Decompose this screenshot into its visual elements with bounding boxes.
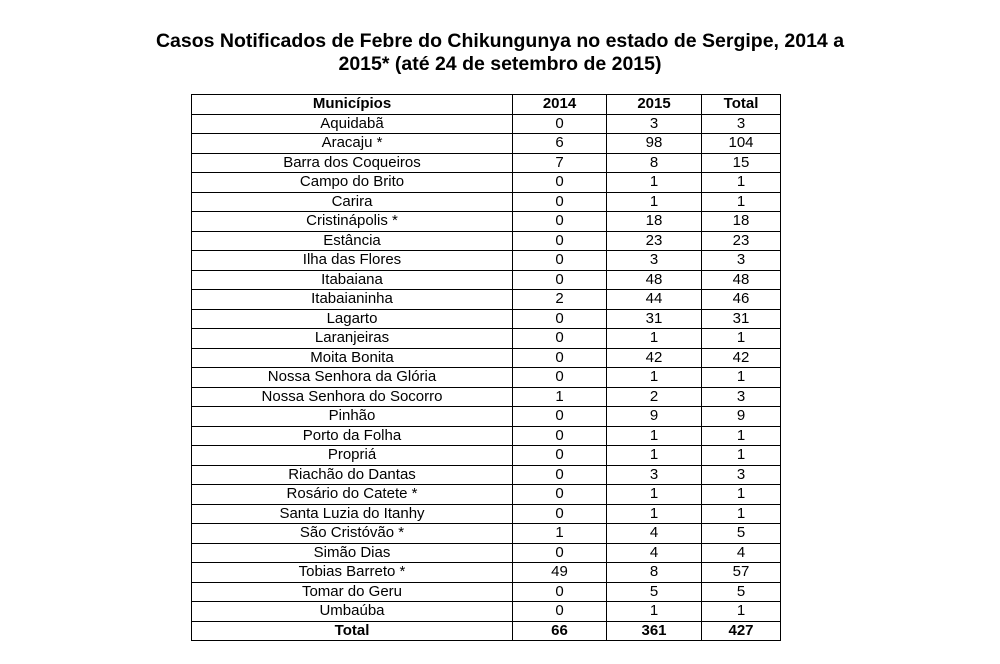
cases-2015-cell: 1 xyxy=(607,329,702,349)
table-row xyxy=(192,426,781,446)
cases-2014-cell: 0 xyxy=(513,426,607,446)
table-row xyxy=(192,465,781,485)
table-row xyxy=(192,270,781,290)
municipio-cell: Estância xyxy=(192,231,513,251)
table-row xyxy=(192,543,781,563)
table-row xyxy=(192,251,781,271)
cases-2014-cell: 7 xyxy=(513,153,607,173)
total-cell: 1 xyxy=(702,173,781,193)
cases-2015-cell: 42 xyxy=(607,348,702,368)
total-cell: 104 xyxy=(702,134,781,154)
cases-2015-cell: 1 xyxy=(607,173,702,193)
header-municipios: Municípios xyxy=(192,95,513,115)
table-row xyxy=(192,231,781,251)
cases-2015-cell: 5 xyxy=(607,582,702,602)
total-cell: 48 xyxy=(702,270,781,290)
total-cell: 3 xyxy=(702,465,781,485)
table-row xyxy=(192,212,781,232)
cases-2015-cell: 3 xyxy=(607,465,702,485)
table-header-row xyxy=(192,95,781,115)
municipio-cell: Ilha das Flores xyxy=(192,251,513,271)
total-cell: 1 xyxy=(702,485,781,505)
cases-2015-cell: 4 xyxy=(607,524,702,544)
cases-2015-cell: 1 xyxy=(607,602,702,622)
cases-2014-cell: 2 xyxy=(513,290,607,310)
cases-2014-cell: 0 xyxy=(513,270,607,290)
municipio-cell: Tomar do Geru xyxy=(192,582,513,602)
cases-2014-cell: 0 xyxy=(513,485,607,505)
cases-2014-cell: 1 xyxy=(513,387,607,407)
table-row xyxy=(192,309,781,329)
municipio-cell: Riachão do Dantas xyxy=(192,465,513,485)
cases-2015-cell: 2 xyxy=(607,387,702,407)
cases-2014-cell: 0 xyxy=(513,407,607,427)
cases-2014-cell: 0 xyxy=(513,368,607,388)
cases-2015-cell: 8 xyxy=(607,153,702,173)
municipio-cell: Nossa Senhora da Glória xyxy=(192,368,513,388)
total-label: Total xyxy=(192,621,513,641)
cases-2015-cell: 1 xyxy=(607,446,702,466)
municipio-cell: Santa Luzia do Itanhy xyxy=(192,504,513,524)
total-cell: 5 xyxy=(702,524,781,544)
municipio-cell: Carira xyxy=(192,192,513,212)
cases-2014-cell: 1 xyxy=(513,524,607,544)
cases-2015-cell: 31 xyxy=(607,309,702,329)
cases-2015-cell: 48 xyxy=(607,270,702,290)
table-row xyxy=(192,582,781,602)
header-2015: 2015 xyxy=(607,95,702,115)
municipio-cell: Tobias Barreto * xyxy=(192,563,513,583)
total-cell: 3 xyxy=(702,114,781,134)
total-cell: 1 xyxy=(702,446,781,466)
municipio-cell: Aquidabã xyxy=(192,114,513,134)
cases-2014-cell: 6 xyxy=(513,134,607,154)
total-cell: 1 xyxy=(702,602,781,622)
total-cell: 1 xyxy=(702,192,781,212)
cases-2014-cell: 0 xyxy=(513,582,607,602)
table-row xyxy=(192,485,781,505)
table-row xyxy=(192,407,781,427)
cases-2014-cell: 0 xyxy=(513,192,607,212)
municipio-cell: Moita Bonita xyxy=(192,348,513,368)
total-cell: 1 xyxy=(702,426,781,446)
cases-2014-cell: 0 xyxy=(513,465,607,485)
cases-2014-cell: 0 xyxy=(513,212,607,232)
cases-2014-cell: 49 xyxy=(513,563,607,583)
cases-2015-cell: 44 xyxy=(607,290,702,310)
municipio-cell: Aracaju * xyxy=(192,134,513,154)
table-row xyxy=(192,173,781,193)
title-line-1: Casos Notificados de Febre do Chikungunya no estado de Sergipe, 2014 a xyxy=(155,30,845,52)
total-2014: 66 xyxy=(513,621,607,641)
table-row xyxy=(192,134,781,154)
cases-2015-cell: 1 xyxy=(607,485,702,505)
header-total: Total xyxy=(702,95,781,115)
header-2014: 2014 xyxy=(513,95,607,115)
total-cell: 1 xyxy=(702,504,781,524)
municipio-cell: Nossa Senhora do Socorro xyxy=(192,387,513,407)
total-cell: 5 xyxy=(702,582,781,602)
cases-2015-cell: 8 xyxy=(607,563,702,583)
table-row xyxy=(192,192,781,212)
cases-2014-cell: 0 xyxy=(513,446,607,466)
cases-2014-cell: 0 xyxy=(513,309,607,329)
table-row xyxy=(192,387,781,407)
cases-2015-cell: 1 xyxy=(607,504,702,524)
cases-2015-cell: 18 xyxy=(607,212,702,232)
table-row xyxy=(192,329,781,349)
cases-2014-cell: 0 xyxy=(513,348,607,368)
table-row xyxy=(192,290,781,310)
cases-2015-cell: 3 xyxy=(607,114,702,134)
total-cell: 1 xyxy=(702,368,781,388)
total-cell: 18 xyxy=(702,212,781,232)
total-cell: 9 xyxy=(702,407,781,427)
cases-2014-cell: 0 xyxy=(513,251,607,271)
municipio-cell: Porto da Folha xyxy=(192,426,513,446)
total-cell: 46 xyxy=(702,290,781,310)
table-row xyxy=(192,524,781,544)
total-cell: 57 xyxy=(702,563,781,583)
total-cell: 31 xyxy=(702,309,781,329)
municipio-cell: Campo do Brito xyxy=(192,173,513,193)
cases-2015-cell: 4 xyxy=(607,543,702,563)
cases-2014-cell: 0 xyxy=(513,543,607,563)
table-row xyxy=(192,114,781,134)
municipio-cell: Simão Dias xyxy=(192,543,513,563)
cases-2014-cell: 0 xyxy=(513,602,607,622)
table-total-row xyxy=(192,621,781,641)
cases-2014-cell: 0 xyxy=(513,329,607,349)
municipio-cell: Umbaúba xyxy=(192,602,513,622)
cases-2015-cell: 98 xyxy=(607,134,702,154)
municipio-cell: Laranjeiras xyxy=(192,329,513,349)
total-cell: 42 xyxy=(702,348,781,368)
total-cell: 15 xyxy=(702,153,781,173)
cases-2015-cell: 1 xyxy=(607,192,702,212)
municipio-cell: Lagarto xyxy=(192,309,513,329)
municipio-cell: São Cristóvão * xyxy=(192,524,513,544)
table-row xyxy=(192,446,781,466)
table-row xyxy=(192,368,781,388)
table-row xyxy=(192,563,781,583)
cases-table xyxy=(191,94,781,641)
document-title xyxy=(60,30,940,76)
municipio-cell: Itabaiana xyxy=(192,270,513,290)
cases-2015-cell: 1 xyxy=(607,426,702,446)
municipio-cell: Propriá xyxy=(192,446,513,466)
cases-2015-cell: 9 xyxy=(607,407,702,427)
title-line-2: 2015* (até 24 de setembro de 2015) xyxy=(338,53,662,75)
total-cell: 1 xyxy=(702,329,781,349)
cases-2014-cell: 0 xyxy=(513,504,607,524)
total-cell: 3 xyxy=(702,387,781,407)
cases-2014-cell: 0 xyxy=(513,173,607,193)
municipio-cell: Cristinápolis * xyxy=(192,212,513,232)
cases-2015-cell: 23 xyxy=(607,231,702,251)
table-row xyxy=(192,348,781,368)
total-all: 427 xyxy=(702,621,781,641)
municipio-cell: Rosário do Catete * xyxy=(192,485,513,505)
cases-2014-cell: 0 xyxy=(513,231,607,251)
municipio-cell: Itabaianinha xyxy=(192,290,513,310)
municipio-cell: Barra dos Coqueiros xyxy=(192,153,513,173)
table-row xyxy=(192,153,781,173)
total-2015: 361 xyxy=(607,621,702,641)
total-cell: 23 xyxy=(702,231,781,251)
table-row xyxy=(192,602,781,622)
total-cell: 4 xyxy=(702,543,781,563)
total-cell: 3 xyxy=(702,251,781,271)
table-row xyxy=(192,504,781,524)
municipio-cell: Pinhão xyxy=(192,407,513,427)
cases-2015-cell: 1 xyxy=(607,368,702,388)
cases-2014-cell: 0 xyxy=(513,114,607,134)
cases-2015-cell: 3 xyxy=(607,251,702,271)
